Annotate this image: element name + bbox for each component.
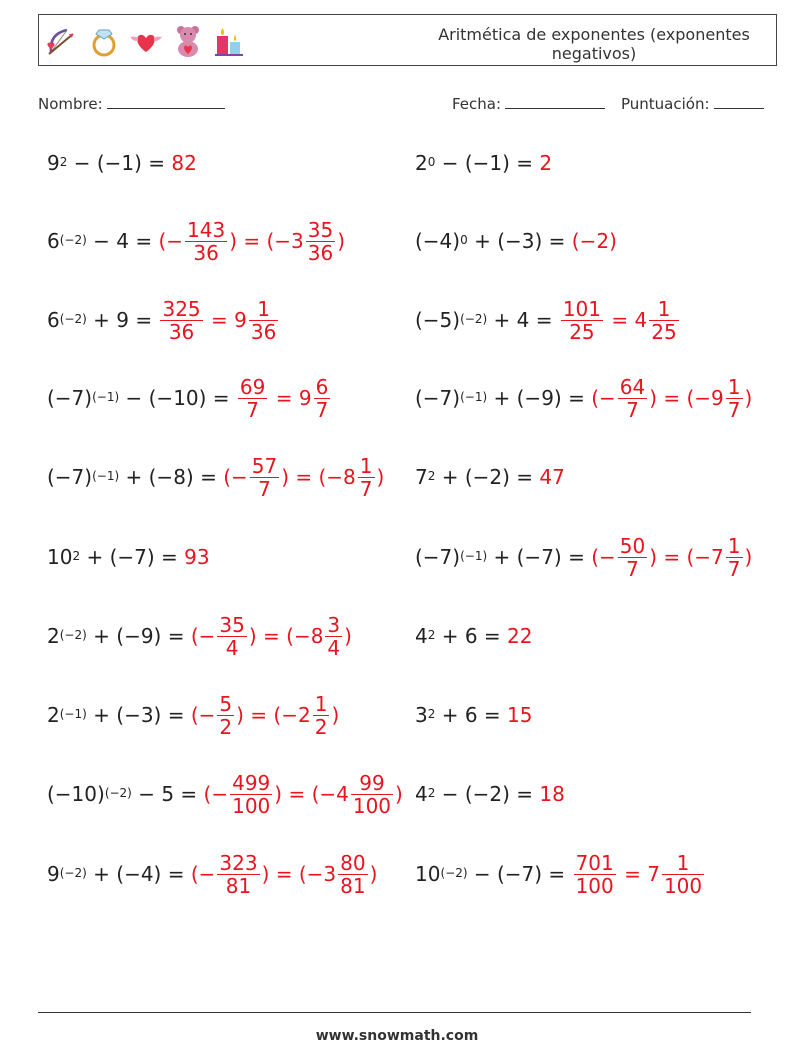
answer-text: (− [158, 229, 184, 253]
problem-item: 4 $^2$ − (−2) = 18 [415, 782, 565, 806]
fraction-denominator: 7 [258, 476, 271, 501]
answer [184, 545, 209, 569]
answer-text: = 4 [605, 308, 648, 332]
problem-operation: + 4 = [487, 308, 559, 332]
answer-text: (−2) [571, 229, 617, 253]
fraction-denominator: 100 [663, 873, 703, 898]
answer [236, 376, 332, 421]
answer-fraction [338, 852, 367, 897]
problem-base: 7 [415, 465, 428, 489]
fraction-denominator: 7 [359, 476, 373, 501]
answer-text: ) = (−2 [236, 703, 311, 727]
fraction-numerator: 69 [239, 374, 266, 399]
problem-item: 10 $^{(-2)}$ − (−7) = $\frac{701}{100}$ = 7 $\frac{1}{100}$ [415, 850, 706, 898]
fraction-numerator: 1 [359, 453, 373, 478]
problem-base: (−4) [415, 229, 461, 253]
fraction-numerator: 325 [162, 296, 201, 321]
answer-text: 93 [184, 545, 210, 569]
problem-operation: − (−1) = [67, 151, 172, 175]
worksheet-title: Aritmética de exponentes (exponentes negativos) [438, 25, 750, 63]
answer-text: 22 [507, 624, 533, 648]
problem-base: 10 [47, 545, 73, 569]
fraction-denominator: 4 [327, 635, 341, 660]
score-label: Puntuación: [621, 95, 710, 113]
answer [572, 229, 617, 253]
problem-item: (−7) $^{(-1)}$ − (−10) = $\frac{69}{7}$ = 9 $\frac{6}{7}$ [47, 374, 332, 422]
problem-base: 4 [415, 624, 428, 648]
problem-operation: − 4 = [86, 229, 159, 253]
problem-item: 9 $^{(-2)}$ + (−4) = (− $\frac{323}{81}$ ) = (−3 $\frac{80}{81}$ ) [47, 850, 378, 898]
answer-fraction [249, 298, 278, 343]
problem-operation: − (−1) = [435, 151, 540, 175]
answer-fraction [662, 852, 704, 897]
problem-operation: + 9 = [86, 308, 159, 332]
answer-text: = 9 [269, 386, 312, 410]
answer-text: ) [395, 782, 403, 806]
answer-text: 15 [507, 703, 533, 727]
answer-text: ) [744, 545, 753, 569]
answer [204, 772, 403, 817]
fraction-numerator: 57 [251, 453, 278, 478]
answer [158, 219, 345, 264]
fraction-denominator: 7 [626, 397, 639, 422]
problem-item: (−4) $^0$ + (−3) = (−2) [415, 229, 617, 253]
answer-text: 2 [539, 151, 553, 175]
ring-icon [87, 24, 121, 58]
problem-base: 9 [47, 151, 60, 175]
fraction-denominator: 36 [307, 240, 334, 265]
answer-text: ) [744, 386, 753, 410]
answer-fraction [726, 535, 743, 580]
answer-fraction [230, 772, 272, 817]
problem-base: 2 [47, 703, 60, 727]
fraction-denominator: 25 [569, 319, 595, 344]
fraction-numerator: 1 [657, 296, 671, 321]
score-field [621, 94, 764, 113]
problem-operation: + (−8) = [119, 465, 224, 489]
fraction-denominator: 81 [225, 873, 252, 898]
problem-operation: − 5 = [131, 782, 204, 806]
answer-text: (− [190, 703, 216, 727]
answer-fraction [325, 614, 342, 659]
problem-item: 2 $^0$ − (−1) = 2 [415, 151, 553, 175]
problem-operation: + (−4) = [86, 862, 191, 886]
problem-item: (−7) $^{(-1)}$ + (−8) = (− $\frac{57}{7}$ ) = (−8 $\frac{1}{7}$ ) [47, 453, 385, 501]
answer [191, 614, 352, 659]
fraction-numerator: 1 [727, 374, 741, 399]
fraction-denominator: 100 [232, 793, 271, 818]
fraction-numerator: 1 [676, 850, 690, 875]
answer-fraction [726, 376, 743, 421]
answer-fraction [238, 376, 267, 421]
problem-item: 2 $^{(-1)}$ + (−3) = (− $\frac{5}{2}$ ) = (−2 $\frac{1}{2}$ ) [47, 691, 340, 739]
answer-fraction [618, 376, 647, 421]
answer-fraction [250, 455, 279, 500]
answer-text: ) = (−8 [281, 465, 356, 489]
answer-text: ) [344, 624, 352, 648]
answer-text: 18 [539, 782, 565, 806]
problem-operation: + 6 = [435, 624, 508, 648]
answer-text: (− [223, 465, 248, 489]
fraction-numerator: 1 [727, 533, 741, 558]
fraction-numerator: 143 [187, 217, 226, 242]
answer-text: ) [337, 229, 346, 253]
fraction-numerator: 35 [219, 612, 245, 637]
fraction-denominator: 36 [193, 240, 219, 265]
fraction-denominator: 7 [626, 556, 639, 581]
fraction-numerator: 64 [619, 374, 646, 399]
answer-text: (− [190, 624, 216, 648]
fraction-numerator: 5 [219, 691, 233, 716]
answer [591, 535, 752, 580]
problem-base: 4 [415, 782, 428, 806]
problem-operation: + (−7) = [80, 545, 185, 569]
answer-text: ) [331, 703, 340, 727]
answer [507, 624, 532, 648]
cupid-bow-icon [45, 24, 79, 58]
problem-base: 6 [47, 229, 60, 253]
answer-text: 47 [539, 465, 565, 489]
answer-fraction [185, 219, 227, 264]
answer-text: ) = (−4 [274, 782, 349, 806]
problem-item: 3 $^2$ + 6 = 15 [415, 703, 533, 727]
answer-text: ) = (−9 [649, 386, 724, 410]
name-field [38, 94, 225, 113]
problem-base: (−5) [415, 308, 461, 332]
answer [539, 782, 564, 806]
problem-item: 10 $^2$ + (−7) = 93 [47, 545, 210, 569]
fraction-numerator: 101 [562, 296, 602, 321]
answer-text: ) = (−8 [248, 624, 324, 648]
problem-base: 9 [47, 862, 60, 886]
footer-divider [38, 1012, 751, 1013]
problem-base: 10 [415, 862, 441, 886]
problem-base: (−7) [47, 386, 93, 410]
answer-text: ) [376, 465, 385, 489]
problem-base: (−7) [47, 465, 93, 489]
fraction-denominator: 7 [246, 397, 260, 422]
problem-item: 4 $^2$ + 6 = 22 [415, 624, 533, 648]
answer-text: (− [591, 545, 616, 569]
answer-fraction [217, 693, 234, 738]
fraction-denominator: 25 [651, 319, 677, 344]
problem-item: 2 $^{(-2)}$ + (−9) = (− $\frac{35}{4}$ ) = (−8 $\frac{3}{4}$ ) [47, 612, 352, 660]
teddy-bear-icon [171, 24, 205, 58]
fraction-numerator: 99 [359, 770, 385, 795]
problem-base: 2 [47, 624, 60, 648]
candles-icon [213, 24, 247, 58]
answer [158, 298, 280, 343]
answer-fraction [649, 298, 678, 343]
problem-operation: + (−7) = [487, 545, 592, 569]
problem-operation: − (−2) = [435, 782, 540, 806]
fraction-denominator: 7 [727, 397, 741, 422]
fraction-denominator: 2 [314, 714, 328, 739]
problem-base: (−10) [47, 782, 105, 806]
fraction-numerator: 1 [257, 296, 270, 321]
problem-item: 6 $^{(-2)}$ + 9 = $\frac{325}{36}$ = 9 $\frac{1}{36}$ [47, 296, 280, 344]
answer-text: (− [591, 386, 616, 410]
winged-heart-icon [129, 24, 163, 58]
fraction-denominator: 100 [352, 793, 392, 818]
problem-item: (−10) $^{(-2)}$ − 5 = (− $\frac{499}{100}$ ) = (−4 $\frac{99}{100}$ ) [47, 770, 403, 818]
answer [223, 455, 384, 500]
answer-text: (− [190, 862, 216, 886]
date-label: Fecha: [452, 95, 502, 113]
problem-operation: + (−2) = [435, 465, 540, 489]
fraction-denominator: 2 [219, 714, 233, 739]
answer-text: ) [369, 862, 378, 886]
problem-operation: + 6 = [435, 703, 508, 727]
fraction-denominator: 36 [250, 319, 277, 344]
problem-base: (−7) [415, 386, 461, 410]
answer-text: (− [203, 782, 229, 806]
fraction-numerator: 80 [340, 850, 366, 875]
fraction-numerator: 50 [619, 533, 646, 558]
answer [559, 298, 681, 343]
fraction-numerator: 323 [219, 850, 258, 875]
answer-text: ) = (−3 [229, 229, 304, 253]
problem-item: 7 $^2$ + (−2) = 47 [415, 465, 565, 489]
fraction-denominator: 7 [727, 556, 741, 581]
fraction-denominator: 4 [225, 635, 239, 660]
fraction-denominator: 100 [575, 873, 614, 898]
answer-fraction [160, 298, 202, 343]
answer [539, 151, 552, 175]
fraction-numerator: 499 [232, 770, 271, 795]
name-label: Nombre: [38, 95, 103, 113]
fraction-numerator: 6 [315, 374, 329, 399]
answer [507, 703, 532, 727]
answer-fraction [351, 772, 393, 817]
answer-fraction [358, 455, 375, 500]
problem-operation: + (−9) = [487, 386, 592, 410]
fraction-numerator: 35 [307, 217, 334, 242]
answer-text: ) = (−7 [649, 545, 724, 569]
problem-item: (−7) $^{(-1)}$ + (−9) = (− $\frac{64}{7}$ ) = (−9 $\frac{1}{7}$ ) [415, 374, 753, 422]
answer-fraction [574, 852, 616, 897]
problem-operation: − (−10) = [119, 386, 236, 410]
name-blank [107, 94, 225, 109]
answer-fraction [217, 852, 259, 897]
date-field [452, 94, 605, 113]
answer-text: ) = (−3 [261, 862, 337, 886]
fraction-numerator: 3 [327, 612, 341, 637]
fraction-numerator: 1 [314, 691, 328, 716]
problem-item: 9 $^2$ − (−1) = 82 [47, 151, 197, 175]
problem-item: (−7) $^{(-1)}$ + (−7) = (− $\frac{50}{7}$ ) = (−7 $\frac{1}{7}$ ) [415, 533, 753, 581]
problem-base: (−7) [415, 545, 461, 569]
fraction-numerator: 701 [575, 850, 614, 875]
answer [191, 852, 378, 897]
header-icons [45, 20, 247, 62]
answer-fraction [306, 219, 335, 264]
fraction-denominator: 7 [315, 397, 329, 422]
problem-operation: − (−7) = [467, 862, 572, 886]
date-blank [505, 94, 605, 109]
answer [572, 852, 707, 897]
header-box [38, 14, 777, 66]
answer [539, 465, 564, 489]
answer [191, 693, 339, 738]
footer-url: www.snowmath.com [315, 1028, 479, 1044]
score-blank [714, 94, 764, 109]
problem-base: 2 [415, 151, 428, 175]
problem-operation: + (−3) = [86, 703, 191, 727]
answer-fraction [314, 376, 331, 421]
problem-item: (−5) $^{(-2)}$ + 4 = $\frac{101}{25}$ = 4 $\frac{1}{25}$ [415, 296, 681, 344]
problem-item: 6 $^{(-2)}$ − 4 = (− $\frac{143}{36}$ ) = (−3 $\frac{35}{36}$ ) [47, 217, 346, 265]
answer-text: = 7 [617, 862, 660, 886]
answer-fraction [618, 535, 647, 580]
fraction-denominator: 36 [168, 319, 195, 344]
problem-operation: + (−3) = [467, 229, 572, 253]
problem-base: 6 [47, 308, 60, 332]
answer [591, 376, 752, 421]
answer-text: = 9 [204, 308, 247, 332]
answer-fraction [561, 298, 603, 343]
problem-base: 3 [415, 703, 428, 727]
fraction-denominator: 81 [340, 873, 366, 898]
answer [171, 151, 196, 175]
answer-text: 82 [171, 151, 197, 175]
answer-fraction [217, 614, 246, 659]
answer-fraction [313, 693, 330, 738]
problem-operation: + (−9) = [86, 624, 191, 648]
